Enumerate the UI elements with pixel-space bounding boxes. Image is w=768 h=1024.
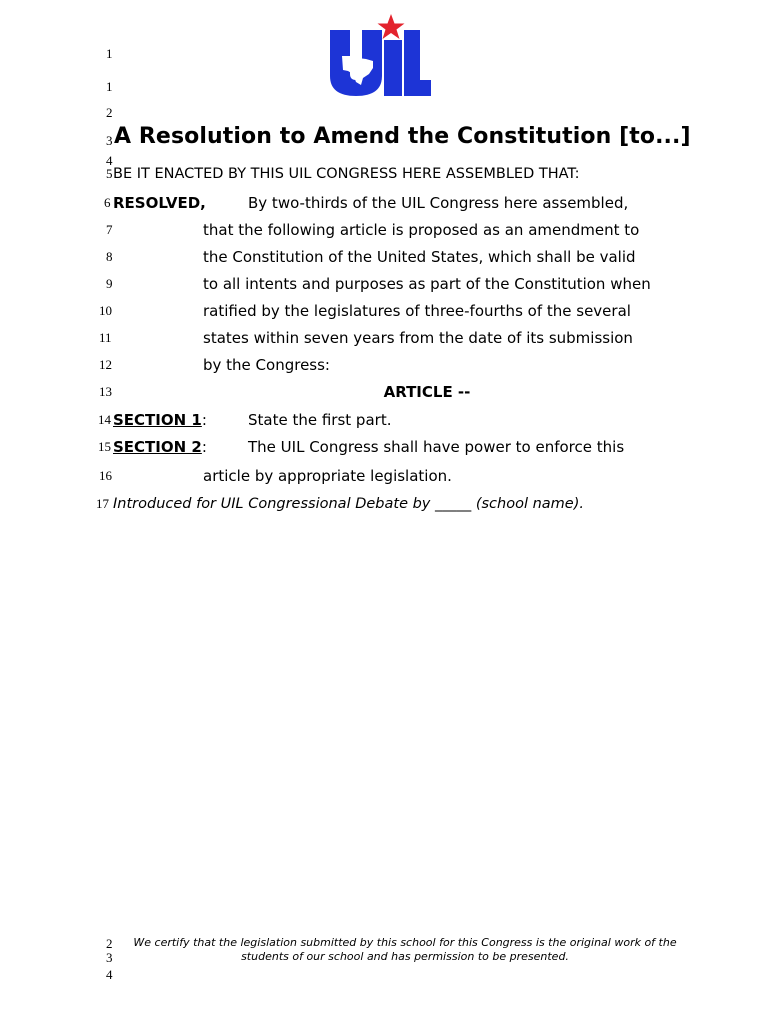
section-2-heading [113,438,207,456]
section-2-continuation: article by appropriate legislation. [203,467,452,485]
line-number: 1 [106,79,113,94]
section-1-heading [113,411,207,429]
resolved-line: that the following article is proposed as an amendment to [203,221,640,239]
line-number: 8 [106,249,113,264]
logo-letter-i [384,40,402,96]
line-number: 16 [99,468,112,483]
article-heading: ARTICLE -- [383,383,471,401]
line-number: 9 [106,276,113,291]
line-number: 14 [98,412,111,427]
line-number: 1 [106,46,113,61]
footer-line-number: 3 [106,950,113,965]
line-number: 2 [106,105,113,120]
resolved-line: By two-thirds of the UIL Congress here assembled, [248,194,629,212]
section-1-colon: : [201,411,207,429]
footer-line-number: 4 [106,967,113,982]
section-2-colon: : [201,438,207,456]
line-number: 15 [98,439,111,454]
uil-logo-graphic [328,12,432,98]
footer-line: We certify that the legislation submitted by this school for this Congress is the original work of the [133,936,677,949]
footer-line-number: 2 [106,936,113,951]
section-1-text: State the first part. [248,411,392,429]
footer-line: students of our school and has permission to be presented. [241,950,569,963]
uil-logo [328,12,432,98]
resolved-line: by the Congress: [203,356,330,374]
line-number: 17 [96,496,109,511]
certification-footer [120,936,690,964]
line-number: 4 [106,153,113,168]
line-number: 13 [99,384,112,399]
resolved-line: ratified by the legislatures of three-fourths of the several [203,302,631,320]
introduced-by: Introduced for UIL Congressional Debate by _____ (school name). [113,496,584,512]
line-number: 7 [106,222,113,237]
line-number: 3 [106,133,113,148]
resolved-label: RESOLVED, [113,194,206,212]
resolved-line: states within seven years from the date of its submission [203,329,633,347]
resolution-title: A Resolution to Amend the Constitution [to...] [114,124,691,149]
line-number: 5 [106,166,113,181]
resolved-line: the Constitution of the United States, which shall be valid [203,248,636,266]
line-number: 11 [99,330,112,345]
resolved-line: to all intents and purposes as part of the Constitution when [203,275,651,293]
section-2-text: The UIL Congress shall have power to enforce this [248,438,625,456]
logo-letter-l [404,30,431,96]
section-1-label: SECTION 1 [113,411,202,429]
line-number: 12 [99,357,112,372]
section-2-label: SECTION 2 [113,438,202,456]
enacting-clause: BE IT ENACTED BY THIS UIL CONGRESS HERE ASSEMBLED THAT: [113,166,580,182]
line-number: 10 [99,303,112,318]
line-number: 6 [104,195,111,210]
